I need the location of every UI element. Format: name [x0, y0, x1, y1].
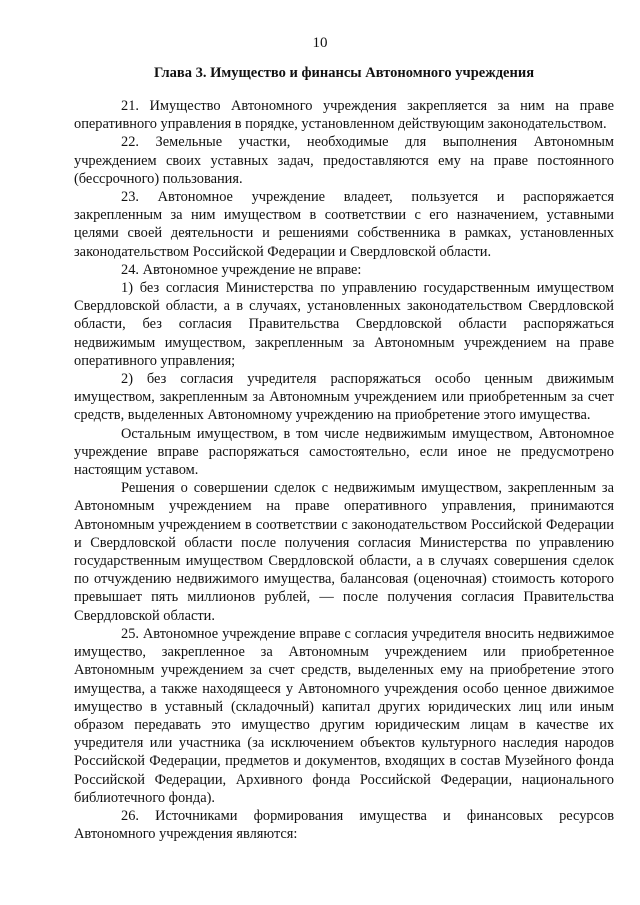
paragraph-24-item-2: 2) без согласия учредителя распоряжаться особо ценным движимым имуществом, закрепленным за Автономным учреждением или приобретенным за счет средств, выделенных Автономному учреждению на приобретение этого имущества. — [74, 371, 614, 424]
paragraph-other-property: Остальным имуществом, в том числе недвижимым имуществом, Автономное учреждение вправе распоряжаться самостоятельно, если иное не предусмотрено настоящим уставом. — [74, 425, 614, 479]
paragraph-real-estate-deals: Решения о совершении сделок с недвижимым имуществом, закрепленным за Автономным учреждением на праве оперативного управления, принимаются Автономным учреждением в соответствии с законодательством Российской Федерации и Свердловской области после получения согласия Министерства по управлению государственным имуществом Свердловской области, а в случаях совершения сделок по отчуждению недвижимого имущества, балансовая (оценочная) стоимость которого превышает пять миллионов рублей, — после получения согласия Правительства Свердловской области. — [74, 480, 614, 624]
chapter-title: Глава 3. Имущество и финансы Автономного учреждения — [153, 65, 535, 81]
paragraph-23: 23. Автономное учреждение владеет, пользуется и распоряжается закрепленным за ним имуществом в соответствии с его назначением, уставными целями своей деятельности и решениями собственника в рамках, установленных законодательством Российской Федерации и Свердловской области. — [74, 189, 614, 260]
page-number: 10 — [312, 35, 328, 51]
paragraph-24-item-1: 1) без согласия Министерства по управлению государственным имуществом Свердловской области, а в случаях, установленных законодательством Свердловской области, без согласия Правительства Свердловской области распоряжаться недвижимым имуществом, закрепленным за Автономным учреждением на праве оперативного управления; — [74, 280, 614, 369]
paragraph-26: 26. Источниками формирования имущества и финансовых ресурсов Автономного учреждения являются: — [74, 807, 614, 843]
paragraph-22: 22. Земельные участки, необходимые для выполнения Автономным учреждением своих уставных задач, предоставляются ему на праве постоянного (бессрочного) пользования. — [74, 134, 614, 187]
paragraph-25: 25. Автономное учреждение вправе с согласия учредителя вносить недвижимое имущество, закрепленное за Автономным учреждением или приобретенное Автономным учреждением за счет средств, выделенных ему на приобретение этого имущества, а также находящееся у Автономного учреждения особо ценное движимое имущество в уставный (складочный) капитал других юридических лиц или иным образом передавать это имущество другим юридическим лицам в качестве их учредителя или участника (за исключением объектов культурного наследия народов Российской Федерации, предметов и документов, входящих в состав Музейного фонда Российской Федерации, Архивного фонда Российской Федерации, национального библиотечного фонда). — [74, 625, 614, 806]
paragraph-24: 24. Автономное учреждение не вправе: — [121, 261, 362, 278]
paragraph-21: 21. Имущество Автономного учреждения закрепляется за ним на праве оперативного управления в порядке, установленном действующим законодательством. — [74, 98, 614, 133]
document-body — [74, 97, 614, 843]
